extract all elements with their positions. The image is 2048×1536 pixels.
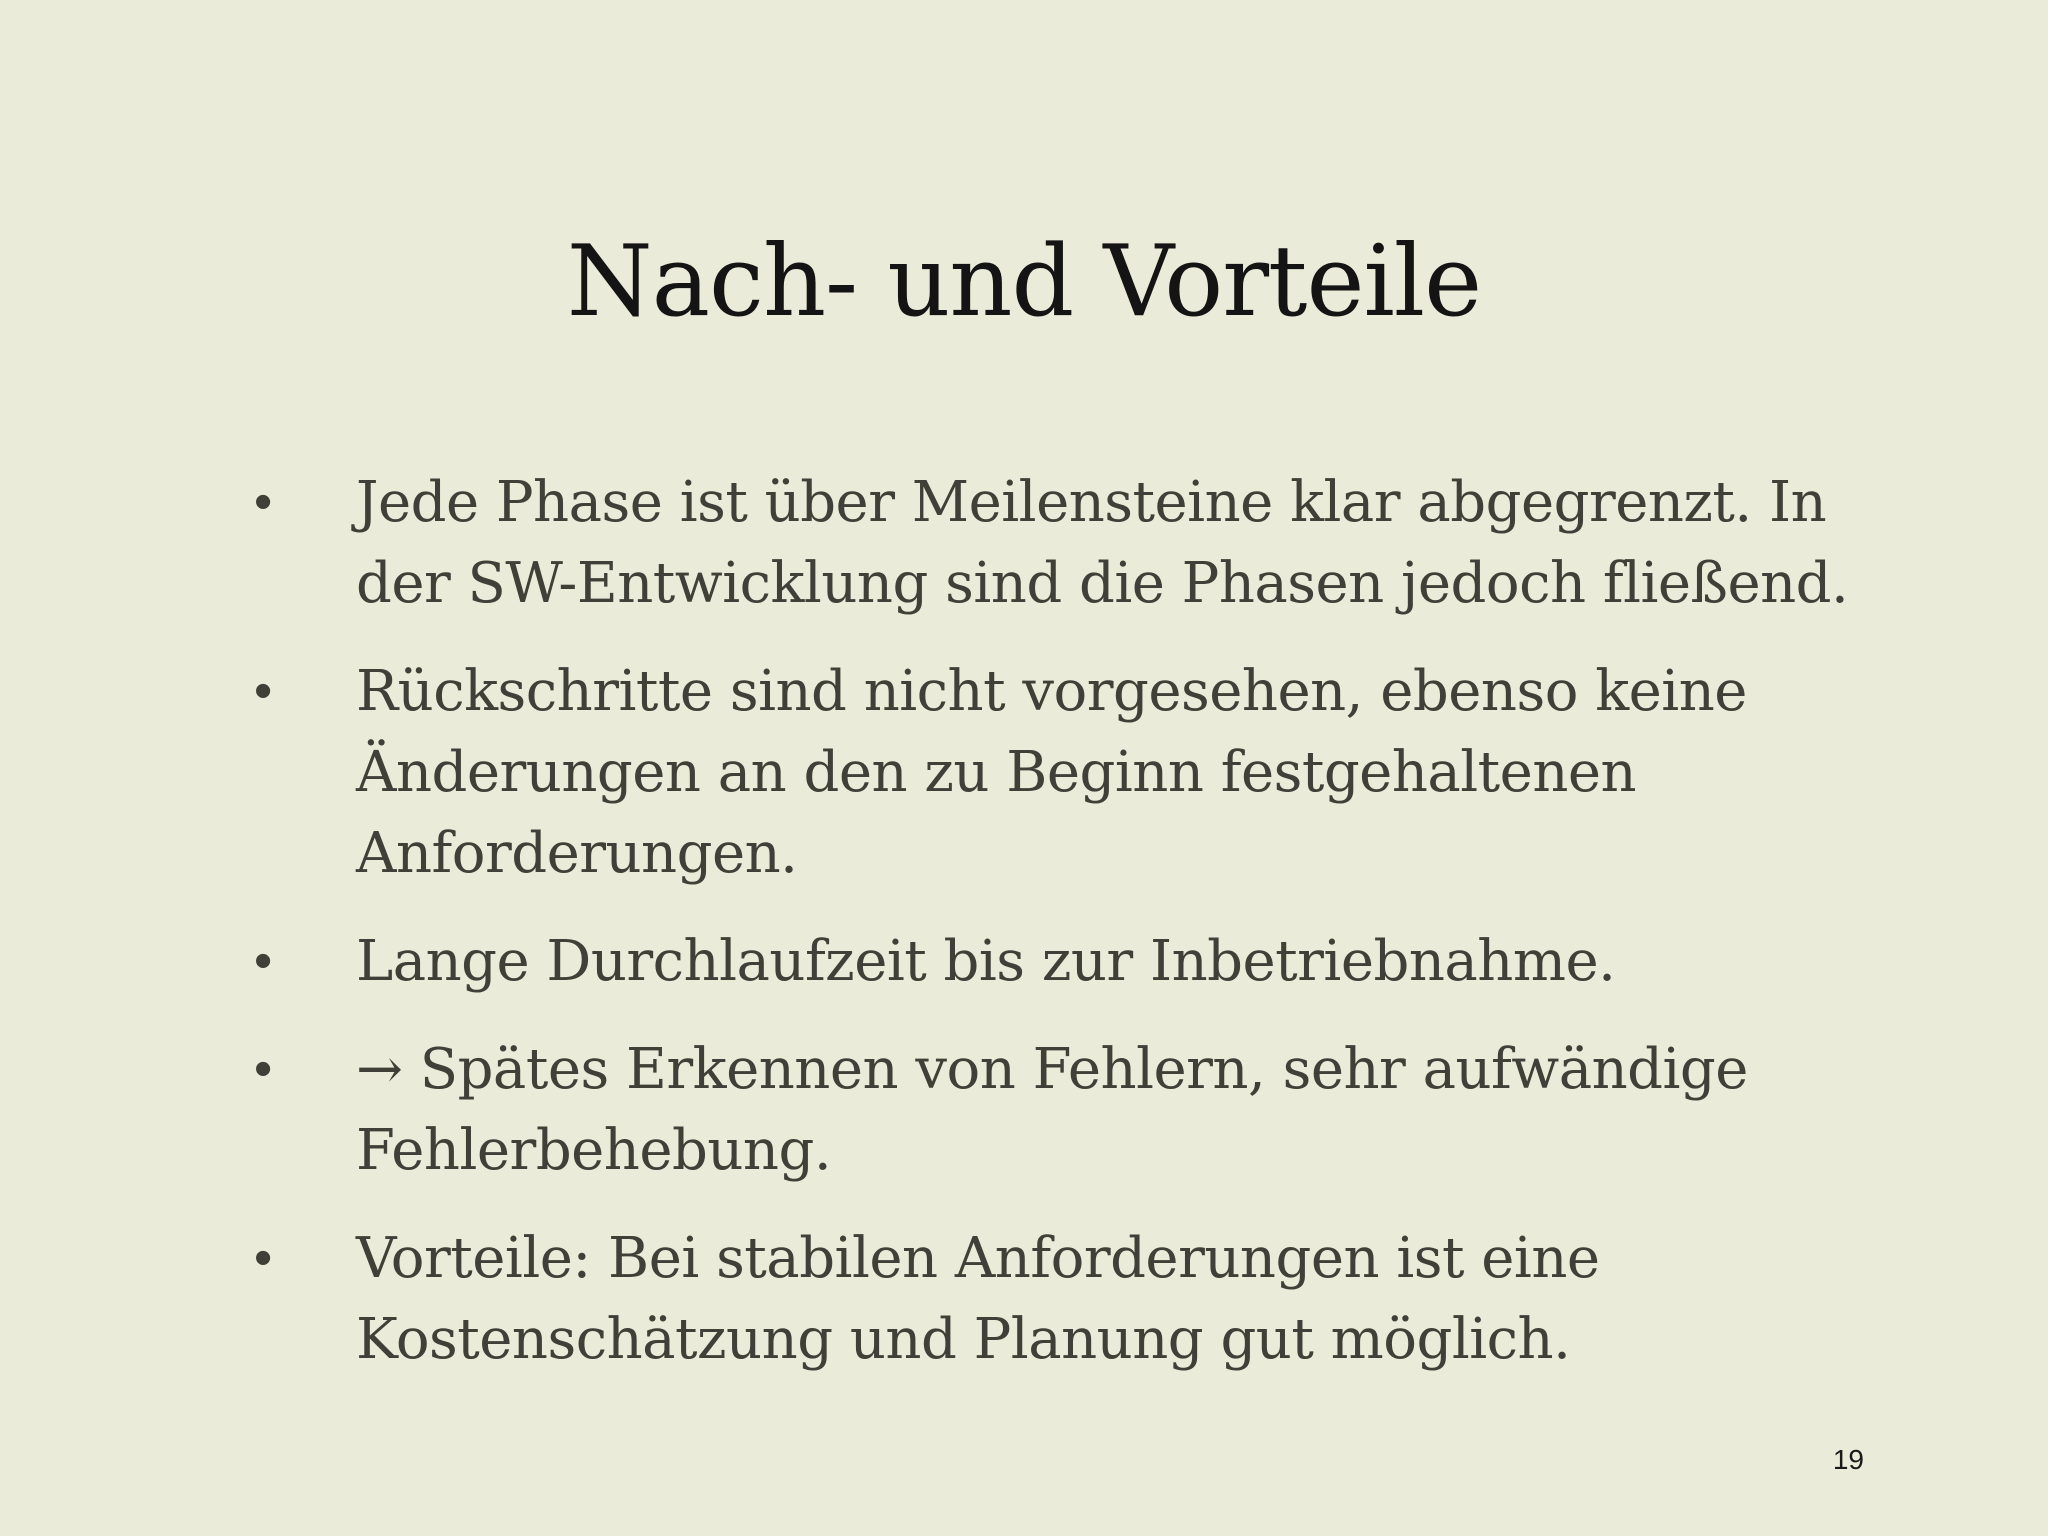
- bullet-text: Jede Phase ist über Meilensteine klar abgegrenzt. In der SW-Entwicklung sind die Phasen jedoch fließend.: [356, 470, 1849, 616]
- bullet-item: [240, 1029, 1920, 1191]
- bullet-item: [240, 462, 1920, 624]
- bullet-icon: •: [254, 473, 272, 531]
- bullet-icon: •: [254, 662, 272, 720]
- bullet-icon: •: [254, 1040, 272, 1098]
- bullet-list: [240, 462, 1920, 1407]
- bullet-item: [240, 921, 1920, 1002]
- bullet-icon: •: [254, 1229, 272, 1287]
- bullet-item: [240, 1218, 1920, 1380]
- bullet-icon: •: [254, 932, 272, 990]
- bullet-text: Rückschritte sind nicht vorgesehen, ebenso keine Änderungen an den zu Beginn festgehaltenen Anforderungen.: [356, 659, 1747, 886]
- bullet-text: Vorteile: Bei stabilen Anforderungen ist eine Kostenschätzung und Planung gut möglich.: [356, 1226, 1600, 1372]
- slide-title: Nach- und Vorteile: [566, 225, 1482, 339]
- bullet-text: → Spätes Erkennen von Fehlern, sehr aufwändige Fehlerbehebung.: [356, 1037, 1748, 1183]
- bullet-item: [240, 651, 1920, 894]
- bullet-text: Lange Durchlaufzeit bis zur Inbetriebnahme.: [356, 929, 1616, 994]
- page-number: 19: [1832, 1444, 1864, 1475]
